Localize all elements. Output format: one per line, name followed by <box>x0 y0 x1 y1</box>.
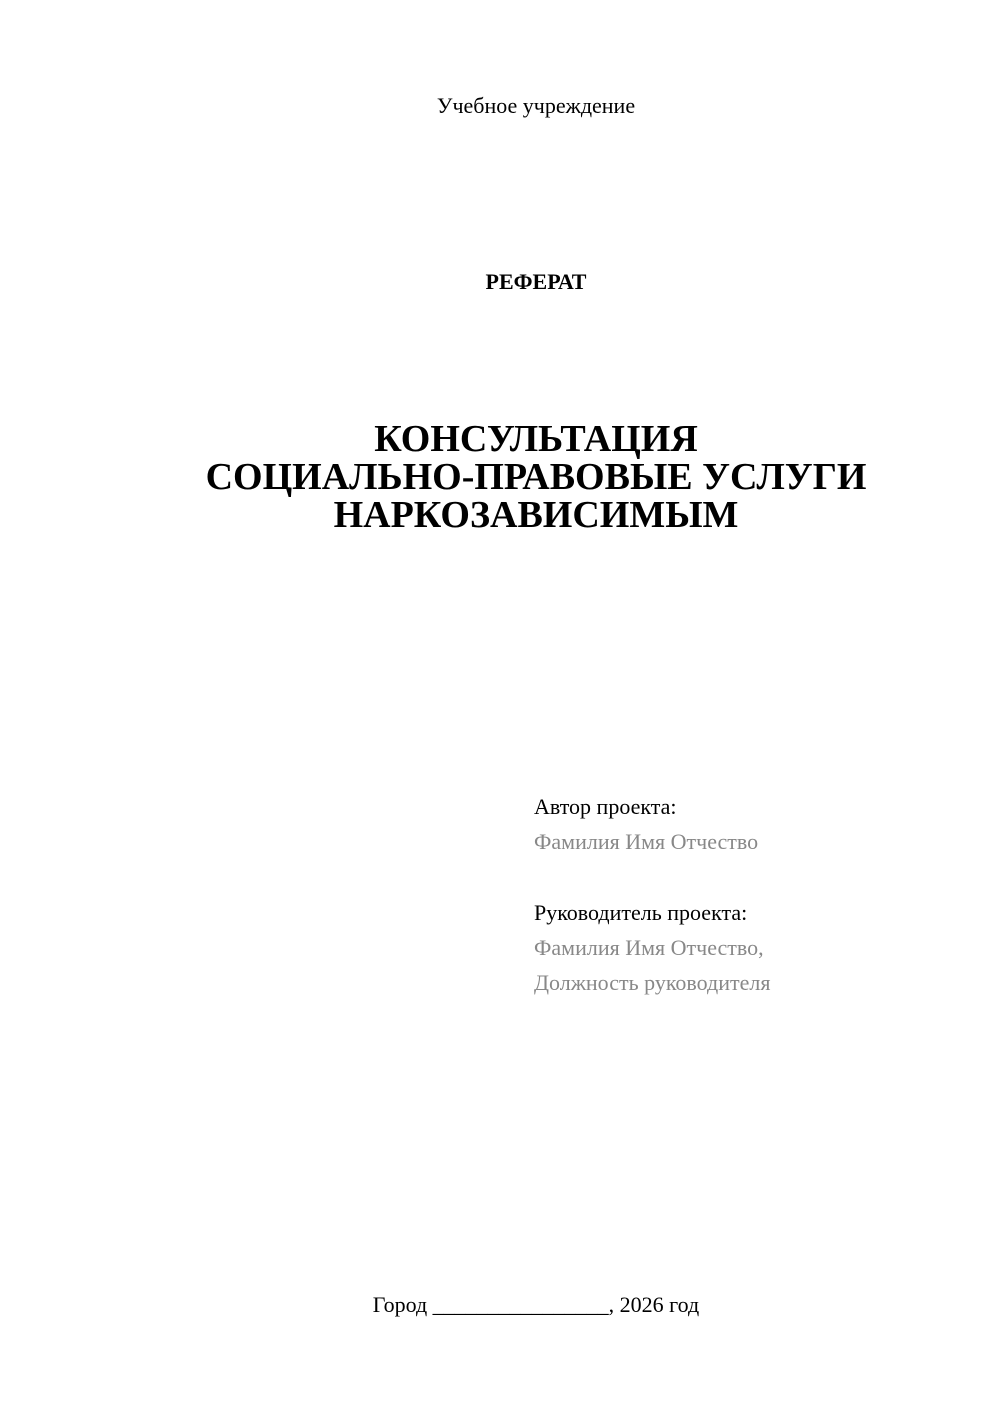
city-year-line: Город ________________, 2026 год <box>372 1292 700 1317</box>
supervisor-name: Фамилия Имя Отчество, <box>534 935 764 960</box>
author-name: Фамилия Имя Отчество <box>534 829 759 854</box>
author-label: Автор проекта: <box>534 794 677 819</box>
institution-name: Учебное учреждение <box>436 93 636 118</box>
title-line-1: КОНСУЛЬТАЦИЯ <box>374 418 698 460</box>
title-line-2: СОЦИАЛЬНО-ПРАВОВЫЕ УСЛУГИ <box>205 456 867 498</box>
title-line-3: НАРКОЗАВИСИМЫМ <box>333 494 739 536</box>
credits-spacer <box>534 859 974 895</box>
document-type: РЕФЕРАТ <box>485 269 587 294</box>
credits-block <box>534 789 974 1000</box>
supervisor-label: Руководитель проекта: <box>534 900 748 925</box>
supervisor-position: Должность руководителя <box>534 970 771 995</box>
document-title <box>0 420 1000 534</box>
